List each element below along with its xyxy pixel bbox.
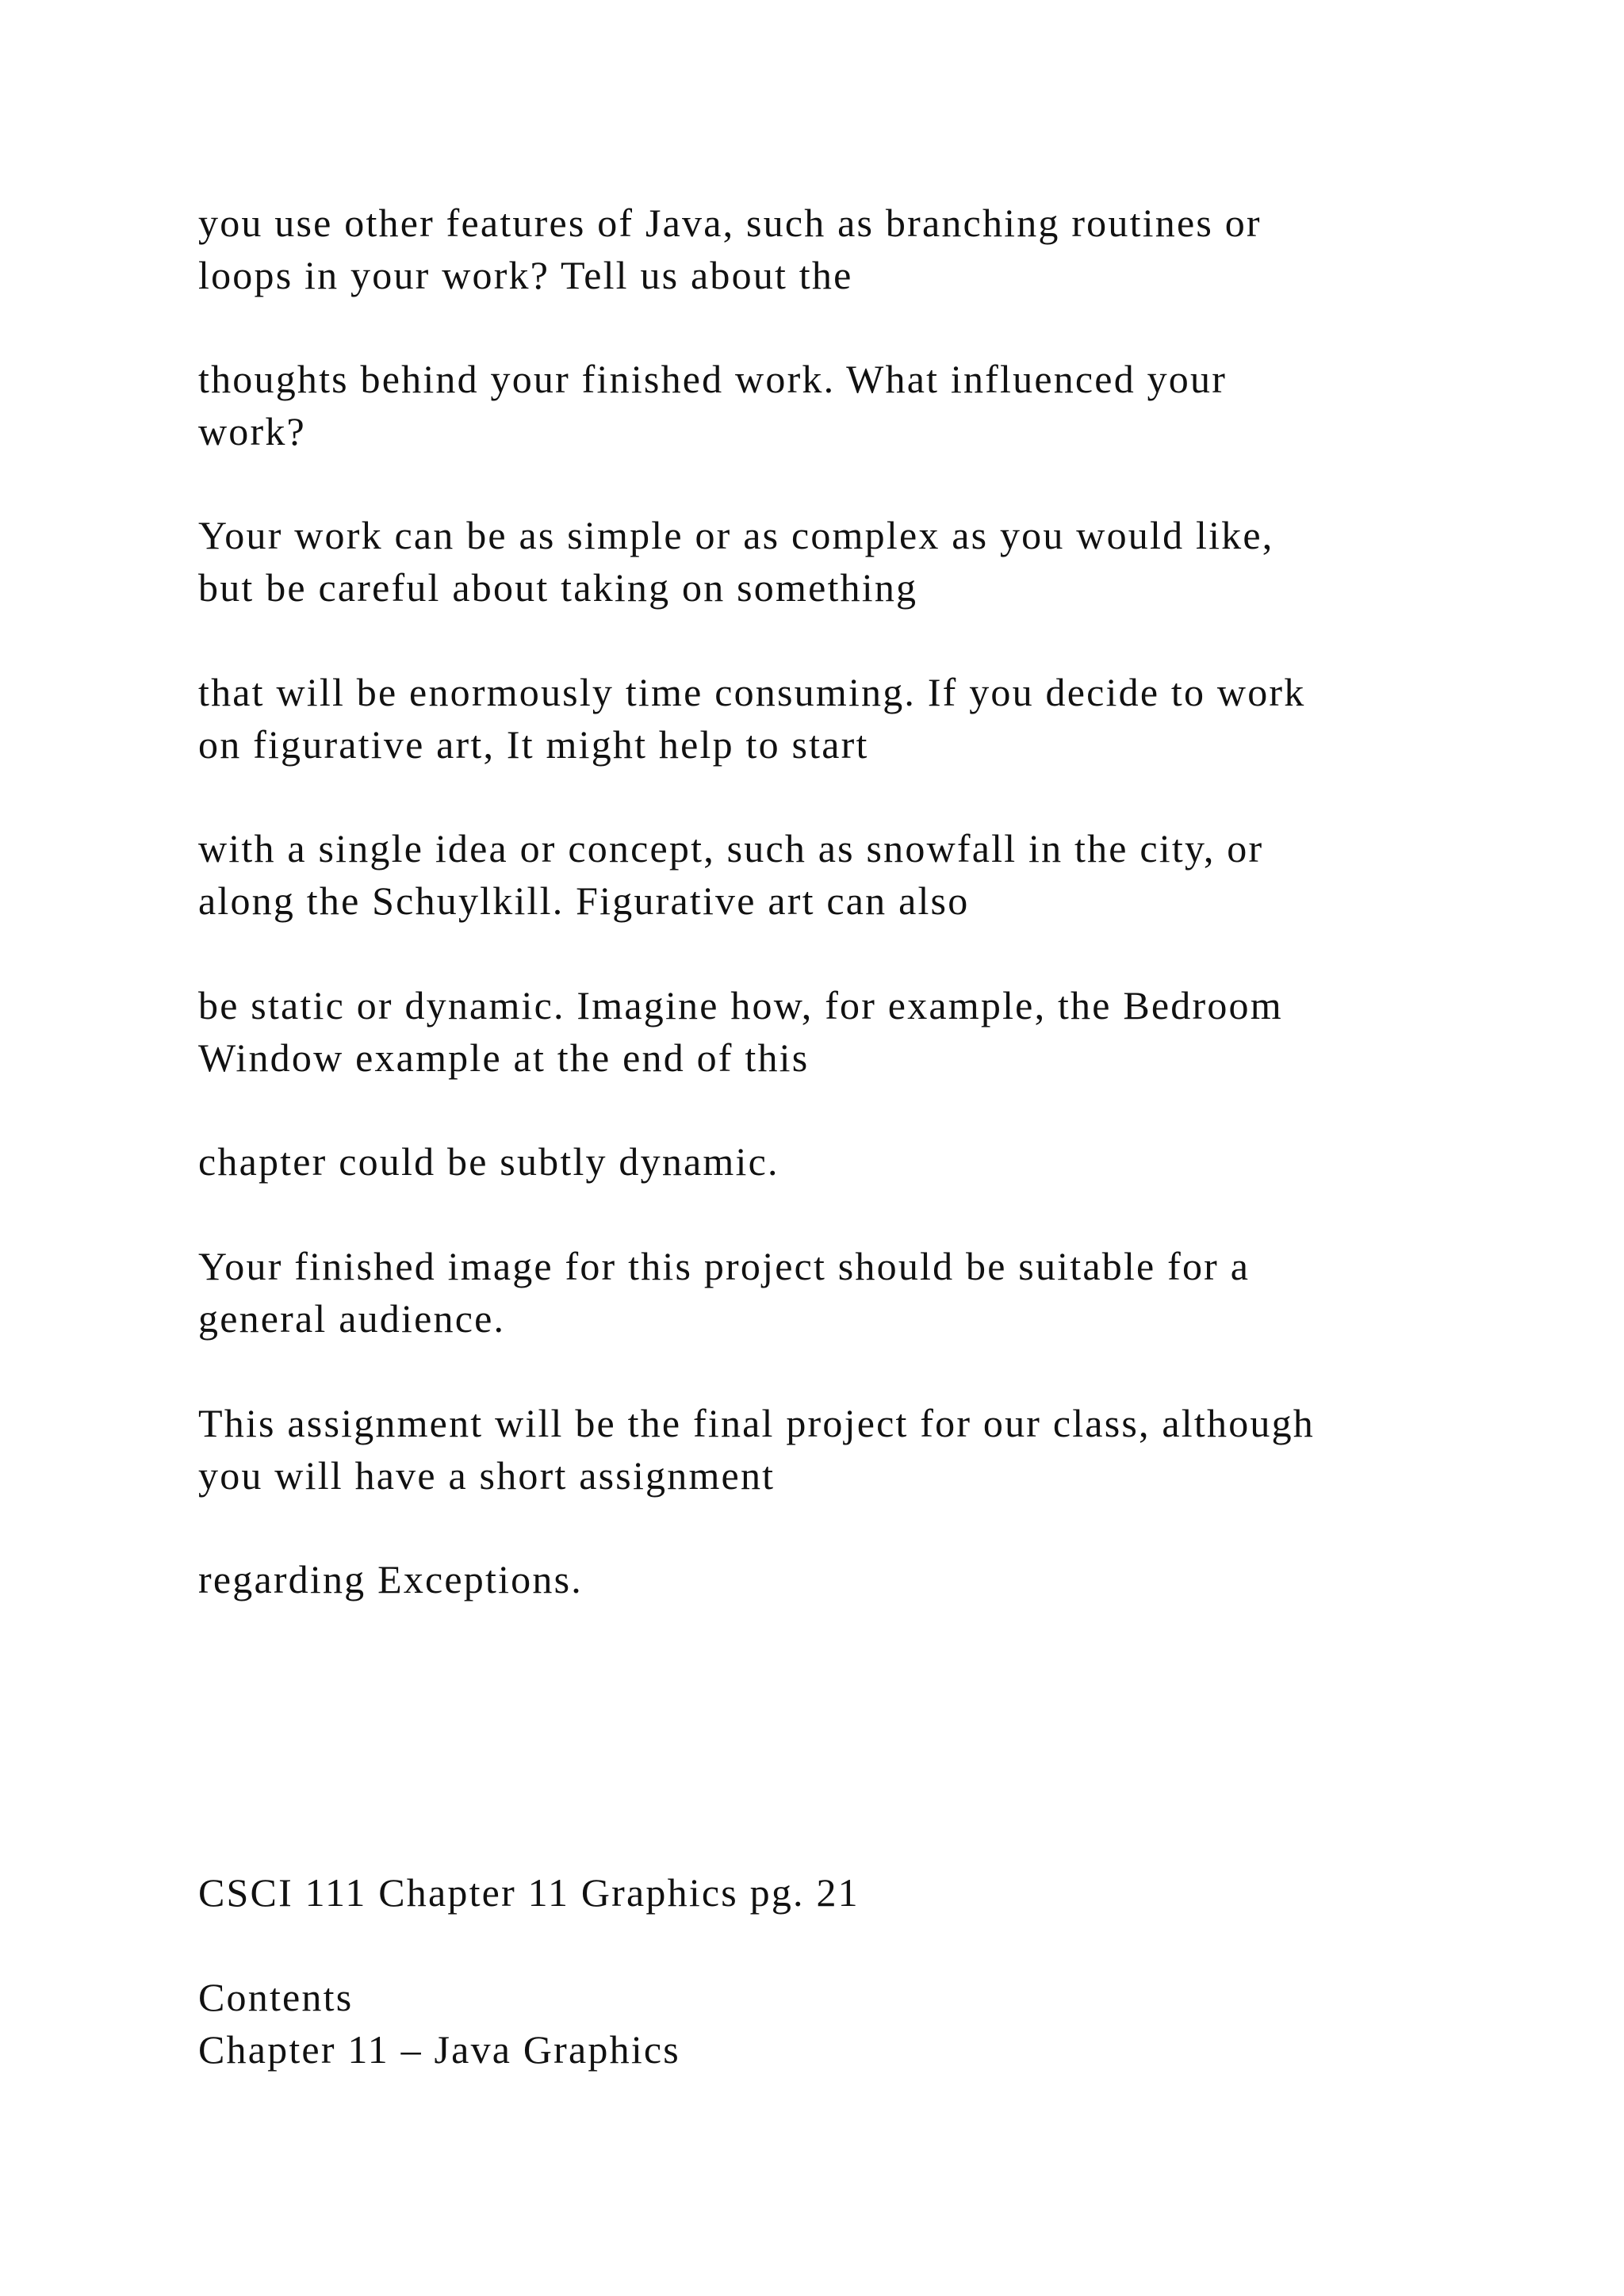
text-line: you use other features of Java, such as branching routines or [198, 201, 1262, 245]
text-line: but be careful about taking on something [198, 565, 918, 610]
text-line: along the Schuylkill. Figurative art can also [198, 878, 970, 923]
text-line: chapter could be subtly dynamic. [198, 1139, 779, 1184]
text-line: with a single idea or concept, such as snowfall in the city, or [198, 826, 1264, 871]
paragraph-complexity [198, 509, 1546, 614]
text-line: regarding Exceptions. [198, 1557, 583, 1601]
text-line: Your work can be as simple or as complex as you would like, [198, 513, 1274, 557]
paragraph-audience [198, 1240, 1546, 1345]
contents-block [198, 1971, 1546, 2076]
text-line: be static or dynamic. Imagine how, for example, the Bedroom [198, 983, 1283, 1027]
footer-text: CSCI 111 Chapter 11 Graphics pg. 21 [198, 1870, 860, 1915]
contents-chapter-title: Chapter 11 – Java Graphics [198, 2027, 680, 2072]
text-line: thoughts behind your finished work. What influenced your [198, 357, 1228, 401]
text-line: Window example at the end of this [198, 1035, 810, 1080]
paragraph-time-consuming [198, 666, 1546, 771]
text-line: Your finished image for this project should be suitable for a [198, 1244, 1251, 1288]
contents-heading: Contents [198, 1975, 354, 2019]
text-line: loops in your work? Tell us about the [198, 253, 853, 297]
paragraph-thoughts [198, 353, 1546, 457]
paragraph-java-features [198, 197, 1546, 301]
paragraph-exceptions [198, 1553, 1546, 1605]
paragraph-subtly-dynamic [198, 1135, 1546, 1188]
page-footer [198, 1866, 1546, 1919]
paragraph-final-project [198, 1397, 1546, 1502]
text-line: on figurative art, It might help to start [198, 722, 869, 767]
text-line: you will have a short assignment [198, 1453, 776, 1498]
text-line: general audience. [198, 1296, 506, 1341]
text-line: that will be enormously time consuming. If you decide to work [198, 670, 1306, 714]
text-line: work? [198, 409, 306, 453]
paragraph-static-dynamic [198, 979, 1546, 1084]
text-line: This assignment will be the final project for our class, although [198, 1401, 1315, 1445]
paragraph-single-idea [198, 822, 1546, 927]
